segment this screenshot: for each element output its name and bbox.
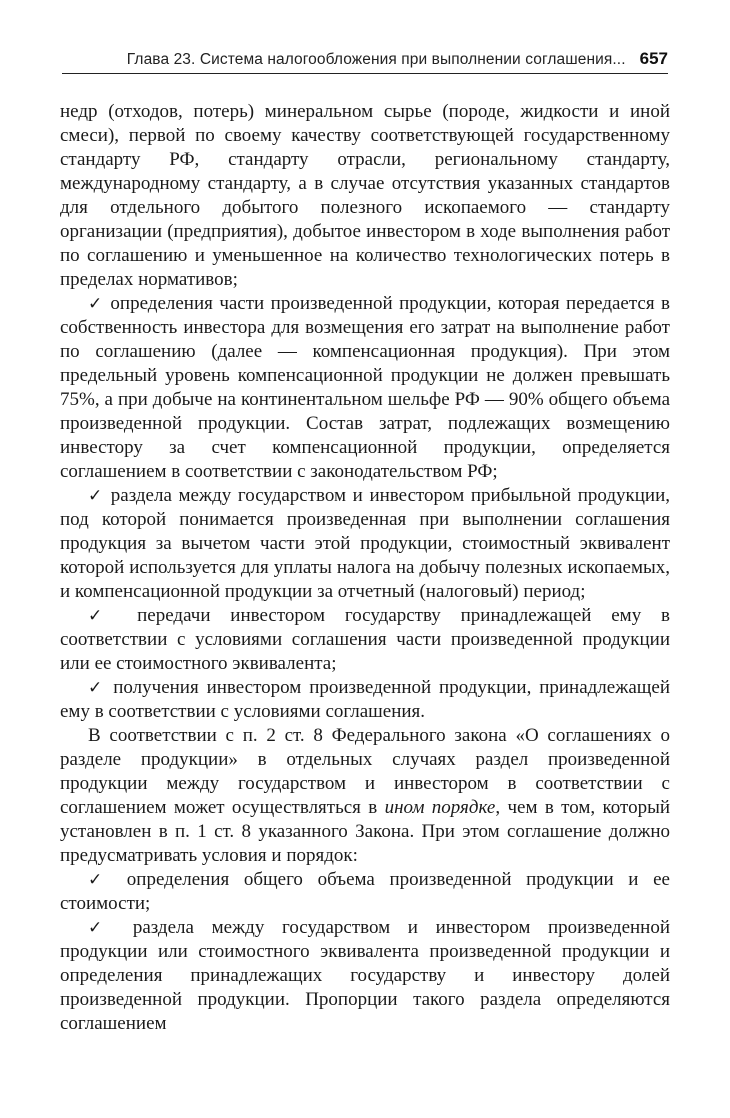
running-header bbox=[62, 46, 668, 74]
emphasis-text: ином порядке bbox=[384, 797, 496, 818]
paragraph bbox=[60, 724, 670, 868]
list-item bbox=[60, 676, 670, 724]
checkmark-icon: ✓ bbox=[88, 918, 116, 938]
paragraph-continuation: недр (отходов, потерь) минеральном сырье (породе, жидкости и иной смеси), первой по своему качеству соответствующей государственному стандарту РФ, стандарту отрасли, региональному стандарту, международному стандарту, а в случае отсутствия указанных стандартов для отдельного добытого полезного ископаемого — стандарту организации (предприятия), добытое инвестором в ходе выполнения работ по соглашению и уменьшенное на количество технологических потерь в пределах нормативов; bbox=[60, 101, 670, 290]
list-item bbox=[60, 484, 670, 604]
list-item bbox=[60, 868, 670, 916]
checkmark-icon: ✓ bbox=[88, 870, 113, 890]
list-item bbox=[60, 292, 670, 484]
checkmark-icon: ✓ bbox=[88, 294, 104, 314]
checkmark-icon: ✓ bbox=[88, 486, 105, 506]
list-item-text: определения части произведенной продукции, которая передается в собственность инвестора для возмещения его затрат на выполнение работ по соглашению (далее — компенсационная продукция). При этом предельный уровень компенсационной продукции не должен превышать 75%, а при добыче на континентальном шельфе РФ — 90% общего объема произведенной продукции. Состав затрат, подлежащих возмещению инвестору за счет компенсационной продукции, определяется соглашением в соответствии с законодательством РФ; bbox=[60, 293, 670, 482]
paragraph-text: , чем в том, который установлен в п. 1 ст. 8 указанного Закона. При этом соглашение должно предусматривать условия и порядок: bbox=[60, 797, 670, 866]
running-title: Глава 23. Система налогообложения при выполнении соглашения... bbox=[126, 51, 626, 68]
list-item-text: раздела между государством и инвестором произведенной продукции или стоимостного эквивалента произведенной продукции и определения принадлежащих государству и инвестору долей произведенной продукции. Пропорции такого раздела определяются соглашением bbox=[60, 917, 671, 1034]
checkmark-icon: ✓ bbox=[88, 678, 106, 698]
list-item-text: получения инвестором произведенной продукции, принадлежащей ему в соответствии с условиями соглашения. bbox=[60, 677, 671, 722]
list-item-text: передачи инвестором государству принадлежащей ему в соответствии с условиями соглашения части произведенной продукции или ее стоимостного эквивалента; bbox=[60, 605, 670, 674]
list-item bbox=[60, 916, 670, 1036]
list-item-text: раздела между государством и инвестором прибыльной продукции, под которой понимается произведенная при выполнении соглашения продукция за вычетом части этой продукции, стоимостный эквивалент которой используется для уплаты налога на добычу полезных ископаемых, и компенсационной продукции за отчетный (налоговый) период; bbox=[60, 485, 671, 602]
page-number: 657 bbox=[639, 49, 668, 68]
list-item-text: определения общего объема произведенной продукции и ее стоимости; bbox=[60, 869, 670, 914]
list-item bbox=[60, 604, 670, 676]
body-text bbox=[60, 100, 670, 1036]
checkmark-icon: ✓ bbox=[88, 606, 118, 626]
paragraph-text: В соответствии с п. 2 ст. 8 Федерального закона «О соглашениях о разделе продукции» в отдельных случаях раздел произведенной продукции между государством и инвестором в соответствии с соглашением может осуществляться в bbox=[60, 725, 670, 818]
